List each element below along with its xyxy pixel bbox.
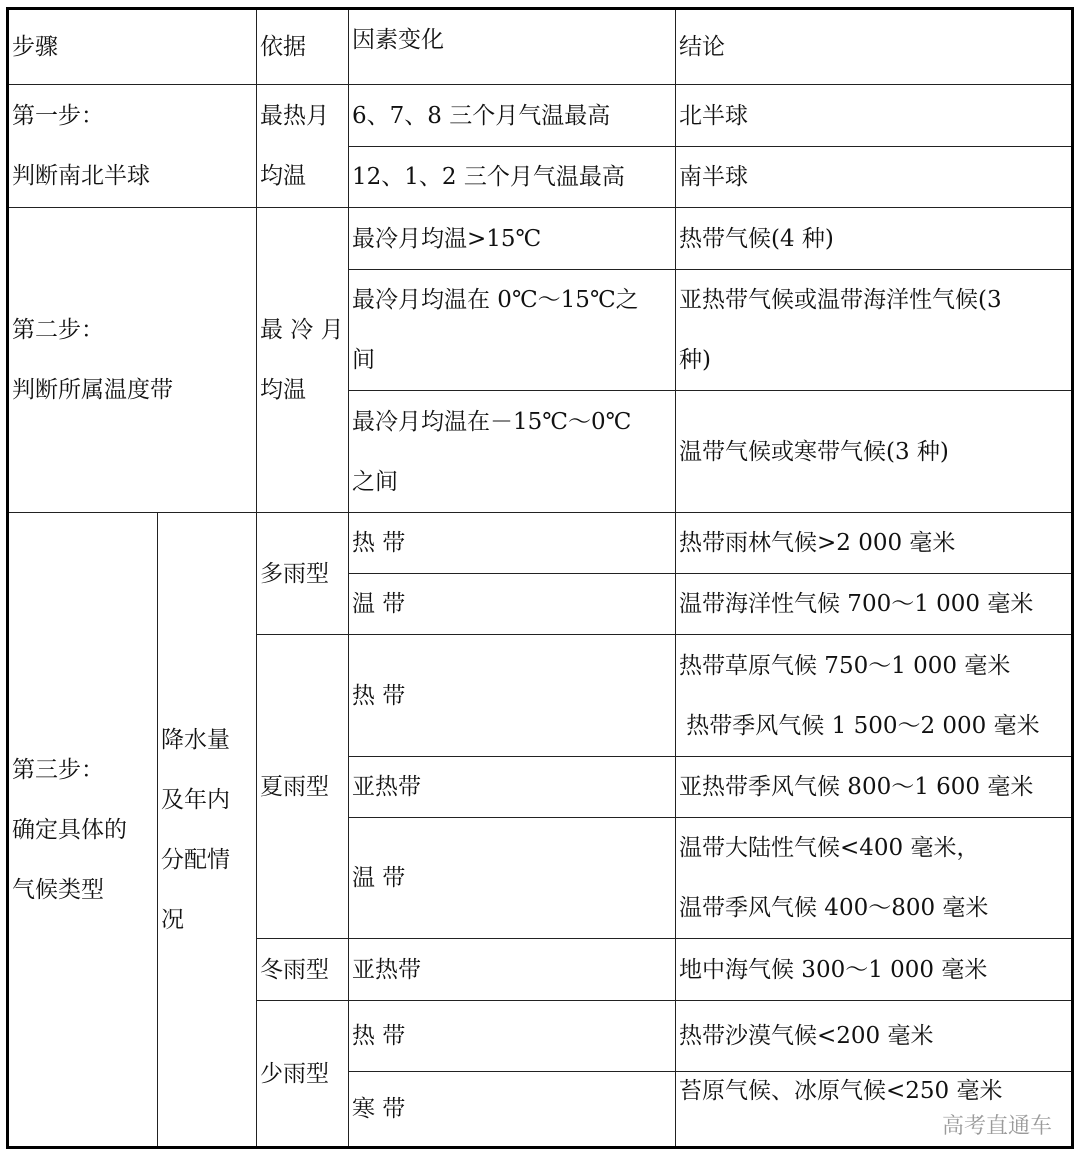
factor-cell: 亚热带 <box>349 939 676 1001</box>
factor-cell: 温 带 <box>349 574 676 635</box>
type-dry: 少雨型 <box>257 1001 349 1148</box>
factor-cell: 亚热带 <box>349 757 676 818</box>
factor-cell: 热 带 <box>349 1001 676 1072</box>
factor-cell: 温 带 <box>349 818 676 939</box>
type-wet: 多雨型 <box>257 513 349 635</box>
step3-label: 第三步： 确定具体的 气候类型 <box>8 513 158 1148</box>
step2-basis: 最 冷 月 均温 <box>257 208 349 513</box>
header-basis: 依据 <box>257 9 349 85</box>
climate-judgement-table <box>6 7 1074 1149</box>
watermark: 高考直通车 <box>942 1114 1053 1139</box>
factor-cell: 热 带 <box>349 513 676 574</box>
conclusion-cell: 热带雨林气候>2 000 毫米 <box>676 513 1073 574</box>
step2-label: 第二步： 判断所属温度带 <box>8 208 257 513</box>
conclusion-cell: 南半球 <box>676 147 1073 208</box>
conclusion-cell: 亚热带季风气候 800～1 600 毫米 <box>676 757 1073 818</box>
factor-cell: 最冷月均温在 0℃～15℃之 间 <box>349 270 676 391</box>
conclusion-cell: 热带草原气候 750～1 000 毫米 热带季风气候 1 500～2 000 毫米 <box>676 635 1073 757</box>
step1-label: 第一步： 判断南北半球 <box>8 85 257 208</box>
conclusion-cell: 热带沙漠气候<200 毫米 <box>676 1001 1073 1072</box>
factor-cell: 最冷月均温>15℃ <box>349 208 676 270</box>
type-summer: 夏雨型 <box>257 635 349 939</box>
conclusion-cell: 苔原气候、冰原气候<250 毫米 <box>676 1072 1073 1148</box>
conclusion-cell: 热带气候(4 种) <box>676 208 1073 270</box>
conclusion-cell: 温带大陆性气候<400 毫米， 温带季风气候 400～800 毫米 <box>676 818 1073 939</box>
conclusion-cell: 北半球 <box>676 85 1073 147</box>
conclusion-cell: 温带气候或寒带气候(3 种) <box>676 391 1073 513</box>
step1-basis: 最热月 均温 <box>257 85 349 208</box>
type-winter: 冬雨型 <box>257 939 349 1001</box>
header-step: 步骤 <box>8 9 257 85</box>
factor-cell: 12、1、2 三个月气温最高 <box>349 147 676 208</box>
conclusion-cell: 亚热带气候或温带海洋性气候(3 种) <box>676 270 1073 391</box>
step3-basis: 降水量 及年内 分配情 况 <box>158 513 257 1148</box>
conclusion-cell: 温带海洋性气候 700～1 000 毫米 <box>676 574 1073 635</box>
header-conclusion: 结论 <box>676 9 1073 85</box>
factor-cell: 最冷月均温在－15℃～0℃ 之间 <box>349 391 676 513</box>
header-factor: 因素变化 <box>349 9 676 85</box>
conclusion-cell: 地中海气候 300～1 000 毫米 <box>676 939 1073 1001</box>
factor-cell: 6、7、8 三个月气温最高 <box>349 85 676 147</box>
factor-cell: 寒 带 <box>349 1072 676 1148</box>
factor-cell: 热 带 <box>349 635 676 757</box>
